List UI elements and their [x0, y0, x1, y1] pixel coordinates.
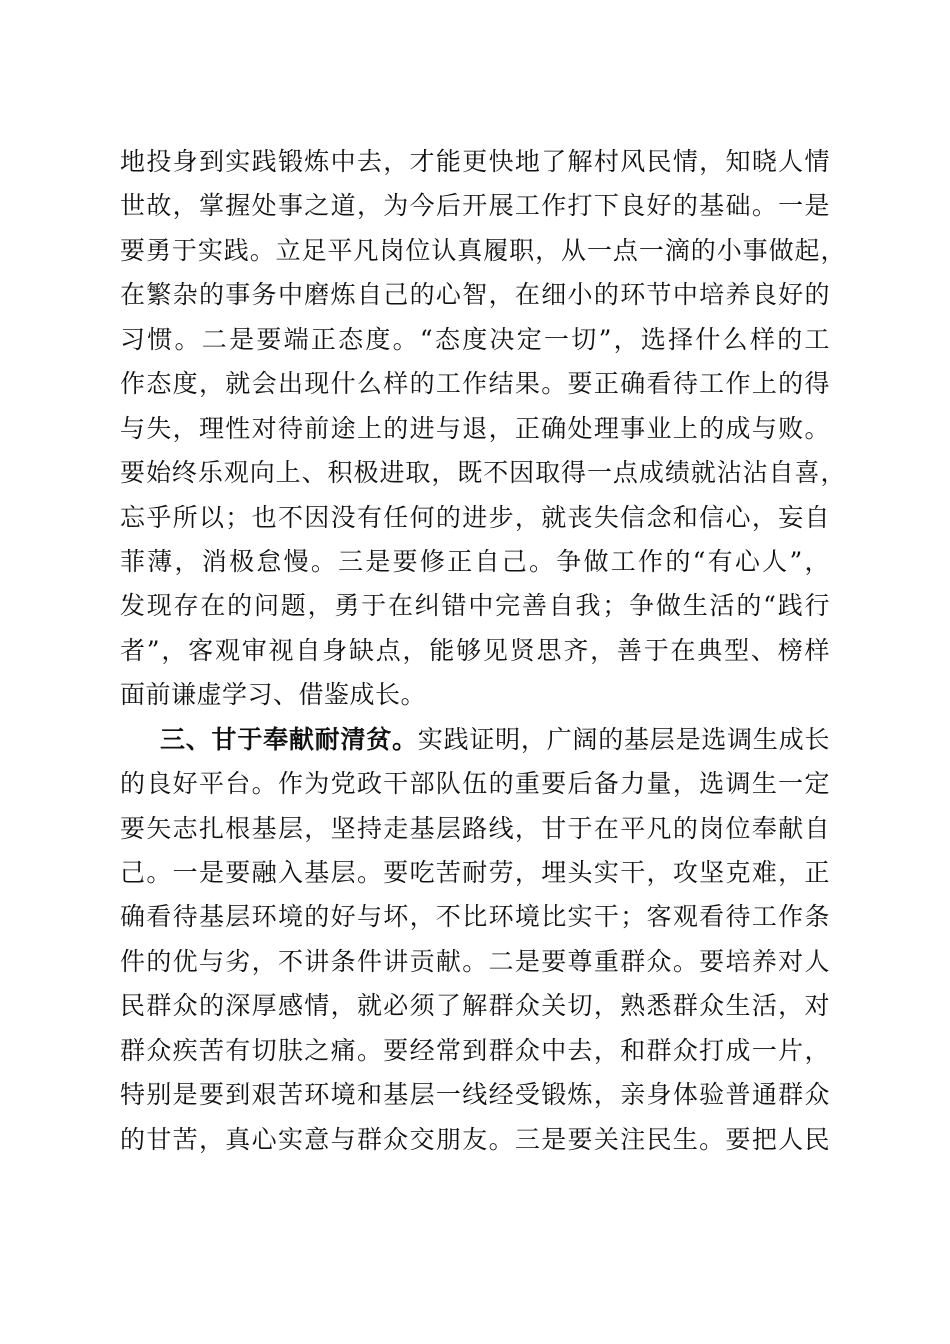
body-line: 群众疾苦有切肤之痛。要经常到群众中去，和群众打成一片， [120, 1035, 830, 1065]
body-line: 习惯。二是要端正态度。“态度决定一切”，选择什么样的工 [120, 324, 830, 354]
paragraph-2 [120, 718, 830, 1162]
body-line: 者”，客观审视自身缺点，能够见贤思齐，善于在典型、榜样 [120, 635, 830, 665]
body-line: 面前谦虚学习、借鉴成长。 [120, 680, 427, 710]
body-line: 要勇于实践。立足平凡岗位认真履职，从一点一滴的小事做起， [120, 235, 846, 265]
body-line: 忘乎所以；也不因没有任何的进步，就丧失信念和信心，妄自 [120, 502, 830, 532]
body-line: 要始终乐观向上、积极进取，既不因取得一点成绩就沾沾自喜， [120, 458, 846, 488]
body-line: 地投身到实践锻炼中去，才能更快地了解村风民情，知晓人情 [120, 147, 830, 176]
section-heading-line [120, 718, 830, 762]
body-line: 的甘苦，真心实意与群众交朋友。三是要关注民生。要把人民 [120, 1124, 830, 1154]
body-line: 在繁杂的事务中磨炼自己的心智，在细小的环节中培养良好的 [120, 280, 830, 310]
body-line: 世故，掌握处事之道，为今后开展工作打下良好的基础。一是 [120, 191, 830, 221]
body-line: 己。一是要融入基层。要吃苦耐劳，埋头实干，攻坚克难，正 [120, 858, 830, 887]
paragraph-1 [120, 140, 846, 718]
body-line: 菲薄，消极怠慢。三是要修正自己。争做工作的“有心人”， [120, 546, 830, 576]
document-body [120, 140, 846, 1162]
body-line: 的良好平台。作为党政干部队伍的重要后备力量，选调生一定 [120, 769, 830, 799]
body-line: 与失，理性对待前途上的进与退，正确处理事业上的成与败。 [120, 413, 830, 443]
section-heading: 三、甘于奉献耐清贫。 [160, 724, 418, 754]
body-line: 件的优与劣，不讲条件讲贡献。二是要尊重群众。要培养对人 [120, 946, 830, 976]
body-line: 特别是要到艰苦环境和基层一线经受锻炼，亲身体验普通群众 [120, 1080, 830, 1110]
heading-line-text: 实践证明，广阔的基层是选调生成长 [417, 724, 830, 754]
body-line: 确看待基层环境的好与坏，不比环境比实干；客观看待工作条 [120, 902, 830, 932]
body-line: 民群众的深厚感情，就必须了解群众关切，熟悉群众生活，对 [120, 991, 830, 1021]
body-line: 作态度，就会出现什么样的工作结果。要正确看待工作上的得 [120, 369, 830, 399]
body-line: 发现存在的问题，勇于在纠错中完善自我；争做生活的“践行 [120, 591, 830, 621]
body-line: 要矢志扎根基层，坚持走基层路线，甘于在平凡的岗位奉献自 [120, 813, 830, 843]
